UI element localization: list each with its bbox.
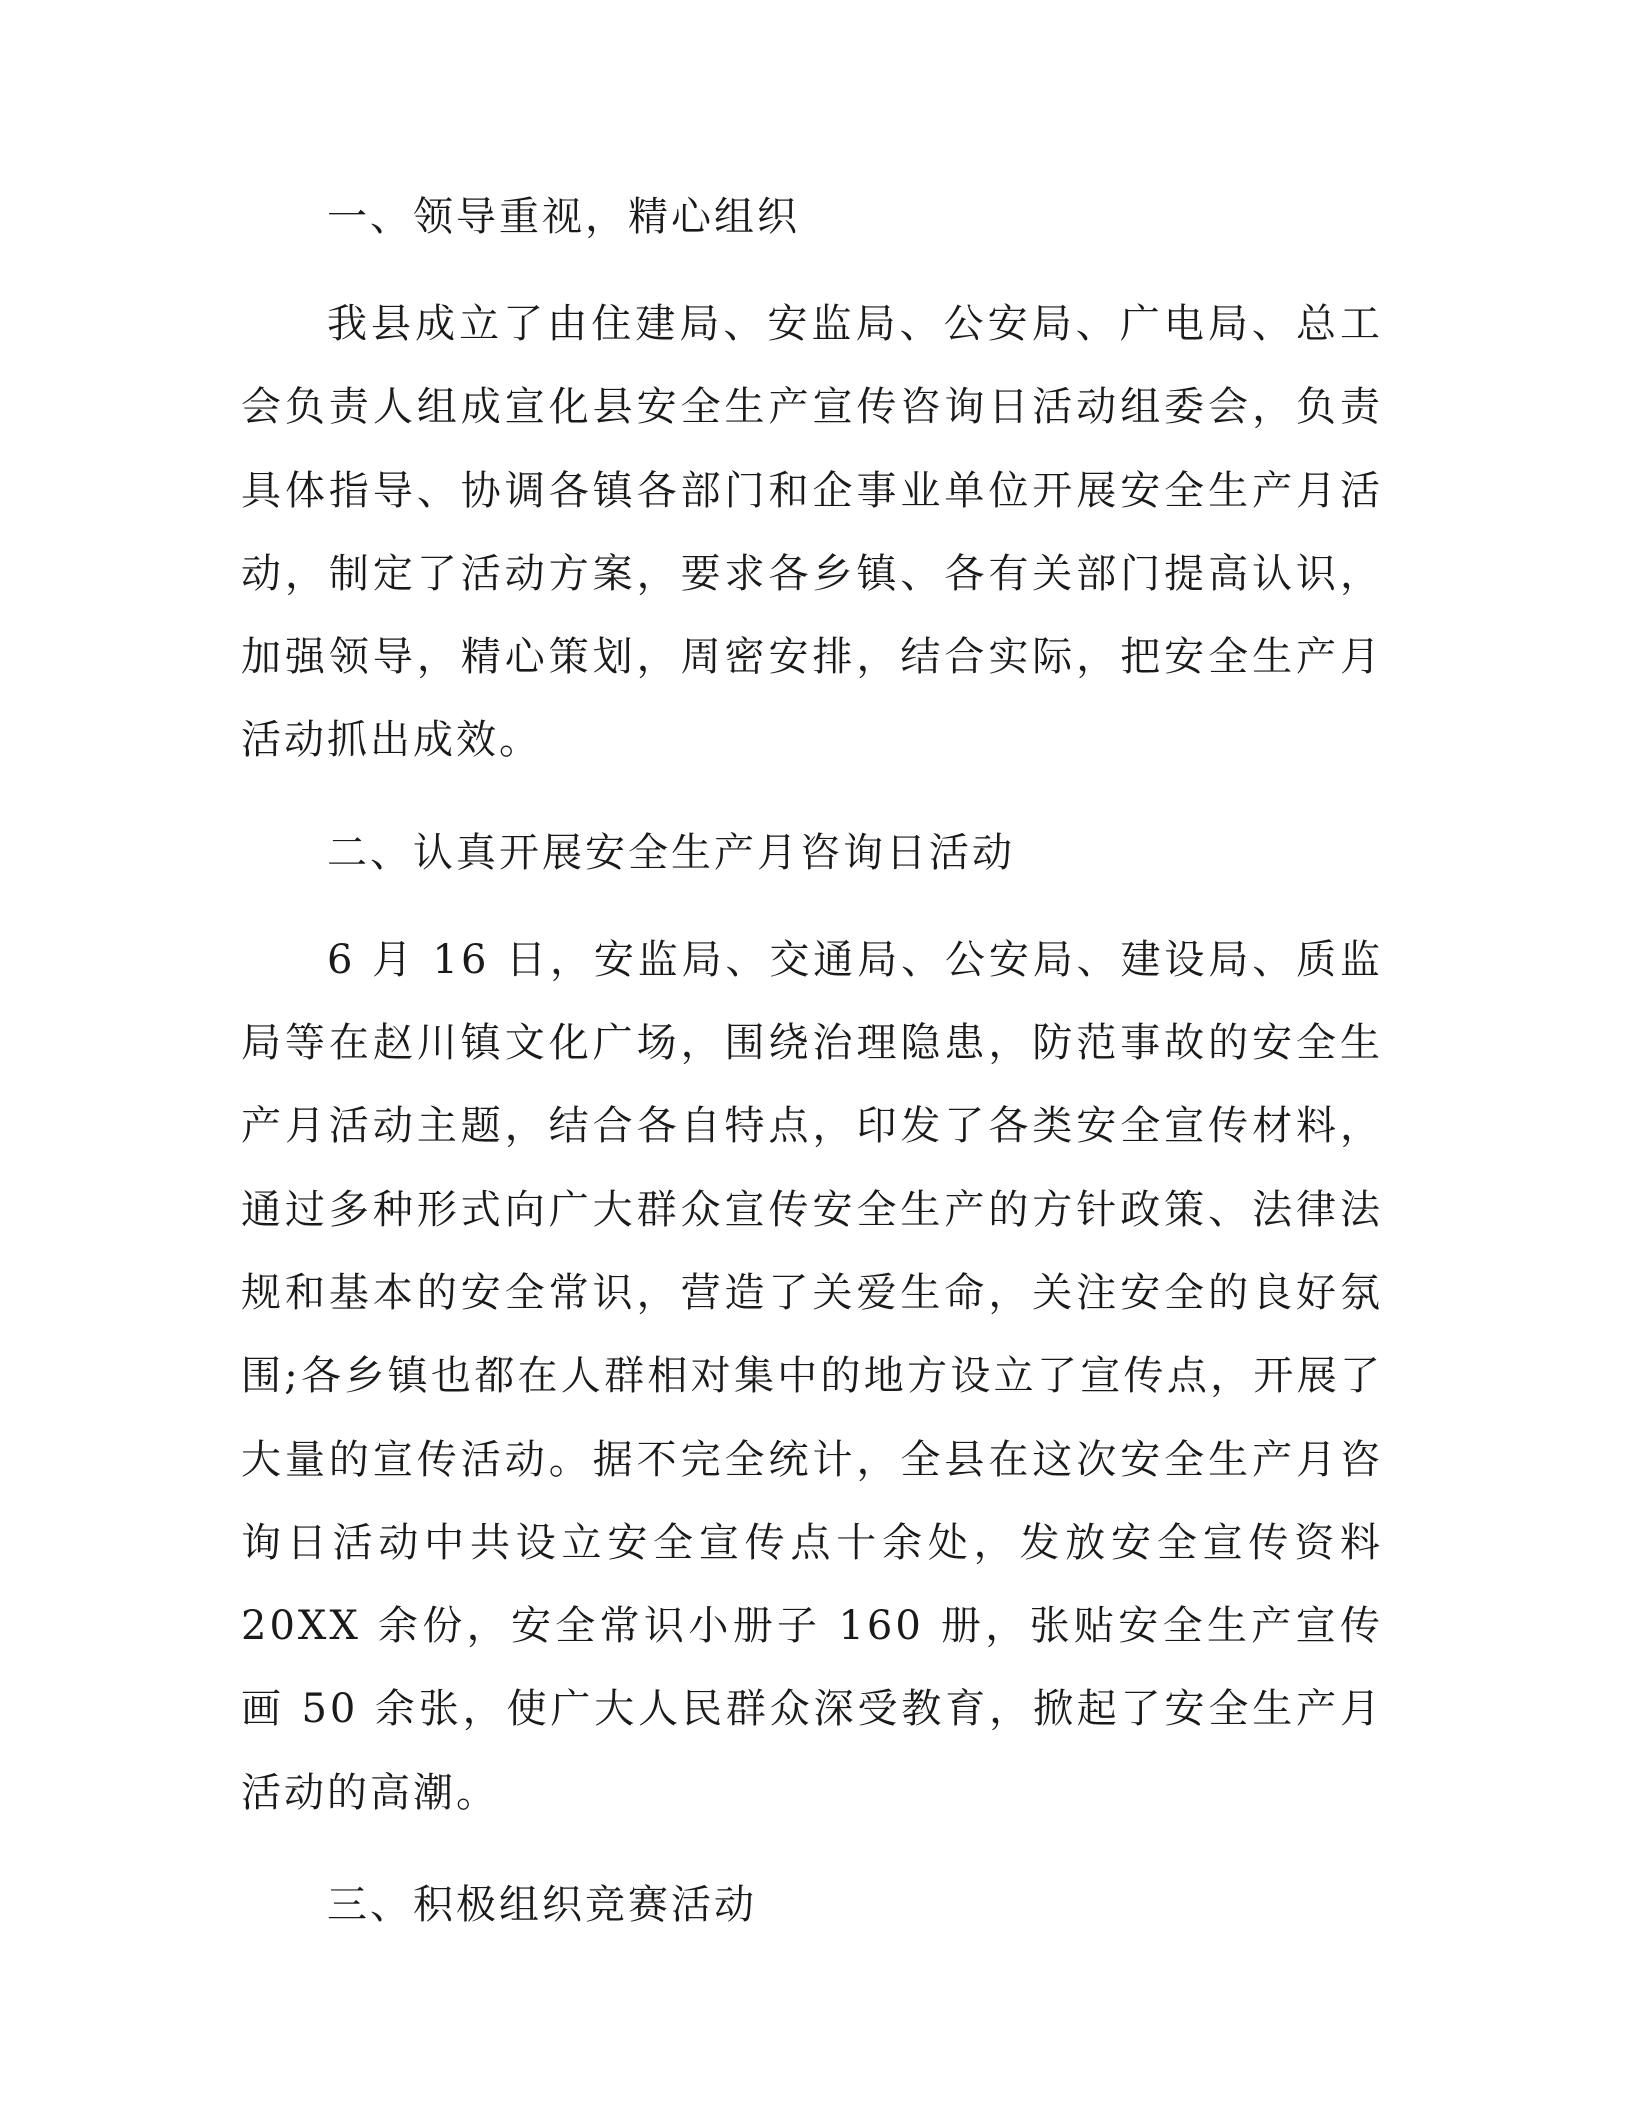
spacer — [241, 1835, 1383, 1863]
document-page — [241, 175, 1383, 1947]
section-2-heading: 二、认真开展安全生产月咨询日活动 — [327, 829, 1015, 876]
spacer — [241, 783, 1383, 811]
section-2-body: 6 月 16 日，安监局、交通局、公安局、建设局、质监局等在赵川镇文化广场，围绕治理隐患，防范事故的安全生产月活动主题，结合各自特点，印发了各类安全宣传材料，通过多种形式向广大群众宣传安全生产的方针政策、法律法规和基本的安全常识，营造了关爱生命，关注安全的良好氛围;各乡镇也都在人群相对集中的地方设立了宣传点，开展了大量的宣传活动。据不完全统计，全县在这次安全生产月咨询日活动中共设立安全宣传点十余处，发放安全宣传资料 20XX 余份，安全常识小册子 160 册，张贴安全生产宣传画 50 余张，使广大人民群众深受教育，掀起了安全生产月活动的高潮。 — [241, 936, 1383, 1816]
section-1-body: 我县成立了由住建局、安监局、公安局、广电局、总工会负责人组成宣化县安全生产宣传咨询日活动组委会，负责具体指导、协调各镇各部门和企事业单位开展安全生产月活动，制定了活动方案，要求各乡镇、各有关部门提高认识，加强领导，精心策划，周密安排，结合实际，把安全生产月活动抓出成效。 — [241, 301, 1383, 764]
spacer — [241, 259, 1383, 283]
section-3-heading: 三、积极组织竞赛活动 — [327, 1882, 757, 1929]
spacer — [241, 895, 1383, 919]
section-1-heading: 一、领导重视，精心组织 — [327, 194, 800, 240]
